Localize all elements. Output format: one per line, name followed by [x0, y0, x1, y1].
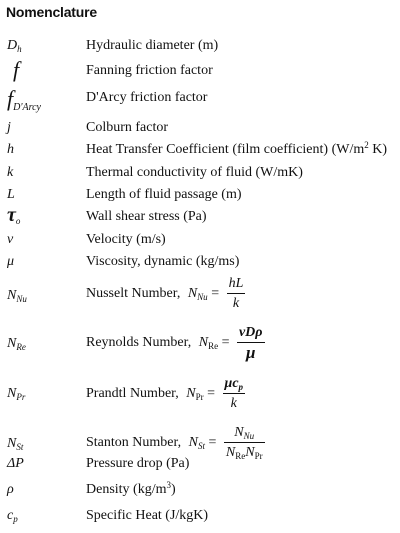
symbol: $c_p$	[7, 508, 18, 524]
symbol: v	[7, 232, 14, 247]
description: Velocity (m/s)	[86, 232, 166, 247]
description: Thermal conductivity of fluid (W/mK)	[86, 165, 303, 180]
symbol: j	[7, 120, 11, 135]
description: Stanton Number, $N_{St}$ = $\frac{N_{Nu}}{N_{Re}N_{Pr}}$	[86, 420, 265, 466]
symbol: k	[7, 165, 14, 180]
symbol: ρ	[7, 482, 14, 497]
symbol: $N_{Re}$	[7, 336, 26, 352]
description: Fanning friction factor	[86, 63, 213, 78]
description: Colburn factor	[86, 120, 169, 135]
nusselt-formula: $N_{Nu}$ = $\frac{hL}{k}$	[187, 276, 244, 312]
prandtl-formula: $N_{Pr}$ = $\frac{\mu c_p}{k}$	[186, 376, 244, 412]
symbol: $\tau_o$	[7, 204, 21, 226]
description: Reynolds Number, $N_{Re}$ = $\frac{\text{vDρ}}{\mu}$	[86, 320, 265, 366]
description: Specific Heat (J/kgK)	[86, 508, 209, 523]
symbol: h	[7, 142, 14, 157]
description: Pressure drop (Pa)	[86, 456, 190, 471]
description: Wall shear stress (Pa)	[86, 209, 207, 224]
stanton-formula: $N_{St}$ = $\frac{N_{Nu}}{N_{Re}N_{Pr}}$	[188, 425, 263, 462]
symbol: $N_{Nu}$	[7, 288, 27, 304]
description: Nusselt Number, $N_{Nu}$ = $\frac{hL}{k}$	[86, 272, 245, 316]
symbol: ΔP	[7, 456, 24, 471]
symbol: $f_{D'Arcy}$	[7, 86, 41, 113]
description: Heat Transfer Coefficient (film coefficient) ($W/m^2$ K)	[86, 140, 388, 157]
reynolds-formula: $N_{Re}$ = $\frac{\text{vDρ}}{\mu}$	[198, 325, 263, 363]
symbol: L	[7, 187, 15, 202]
description: Viscosity, dynamic (kg/ms)	[86, 254, 240, 269]
symbol: $N_{St}$	[7, 436, 24, 452]
description: Length of fluid passage (m)	[86, 187, 242, 202]
description: Hydraulic diameter (m)	[86, 38, 219, 53]
symbol: μ	[7, 254, 15, 269]
symbol: $N_{Pr}$	[7, 386, 26, 402]
section-heading: Nomenclature	[6, 4, 97, 20]
description: D'Arcy friction factor	[86, 90, 208, 105]
description: Density $(kg/m^3)$	[86, 480, 176, 497]
description: Prandtl Number, $N_{Pr}$ = $\frac{\mu c_p}{k}$	[86, 372, 245, 416]
symbol: $D_h$	[7, 38, 22, 54]
symbol: f	[13, 57, 20, 82]
